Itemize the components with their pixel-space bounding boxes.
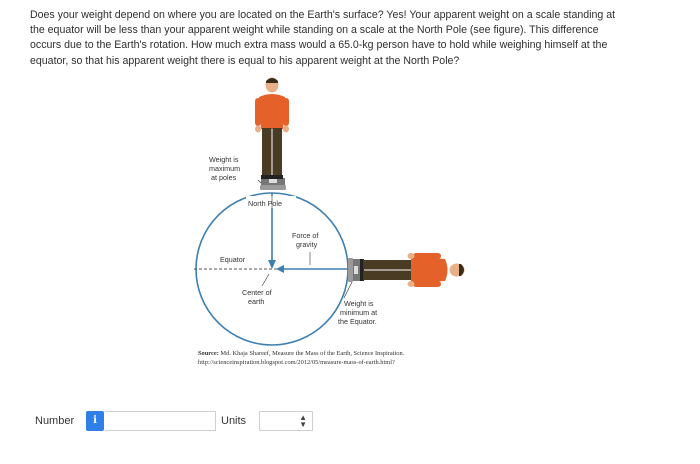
min-label-1: Weight is	[344, 299, 374, 308]
label-max-2: maximum	[209, 164, 241, 173]
scale-top	[260, 185, 286, 190]
info-icon[interactable]: i	[86, 411, 104, 431]
force-label-2: gravity	[296, 240, 318, 249]
question-text: Does your weight depend on where you are located on the Earth's surface? Yes! Your apparent weight on a scale standing at the equator will be less than your apparent weight while standing on a scale at the North Pole (see figure). This difference occurs due to the Earth's rotation. How much extra mass would a 65.0-kg person have to hold while weighing himself at the equator, so that his apparent weight there is equal to his apparent weight at the North Pole?	[30, 9, 616, 67]
gravity-arrow-down	[268, 260, 276, 269]
scale-side	[348, 258, 353, 282]
label-max-1: Weight is	[209, 155, 239, 164]
leader-center	[262, 274, 269, 286]
center-label-1: Center of	[242, 288, 272, 297]
earth-weight-figure	[180, 72, 480, 364]
source-bold: Source:	[198, 350, 219, 357]
units-label: Units	[221, 415, 247, 427]
source-text: Md. Khaja Shareef, Measure the Mass of the Earth, Science Inspiration. http://scienceinspiration.blogspot.com/2012/05/measure-mass-of-earth.html?	[198, 350, 405, 366]
gravity-arrow-left	[276, 265, 284, 273]
center-label-2: earth	[248, 297, 265, 306]
equator-label: Equator	[220, 255, 246, 264]
label-max-3: at poles	[211, 173, 237, 182]
units-select[interactable]	[259, 411, 313, 431]
min-label-3: the Equator.	[338, 317, 377, 326]
answer-row	[0, 410, 700, 434]
standing-person	[255, 78, 289, 191]
number-label: Number	[35, 415, 75, 427]
force-label-1: Force of	[292, 231, 319, 240]
min-label-2: minimum at	[340, 308, 378, 317]
lying-person	[348, 253, 465, 287]
north-pole-label: North Pole	[248, 199, 282, 208]
number-input[interactable]	[105, 411, 216, 431]
chevron-up-down-icon: ▲ ▼	[299, 413, 307, 429]
figure-source	[198, 349, 488, 367]
